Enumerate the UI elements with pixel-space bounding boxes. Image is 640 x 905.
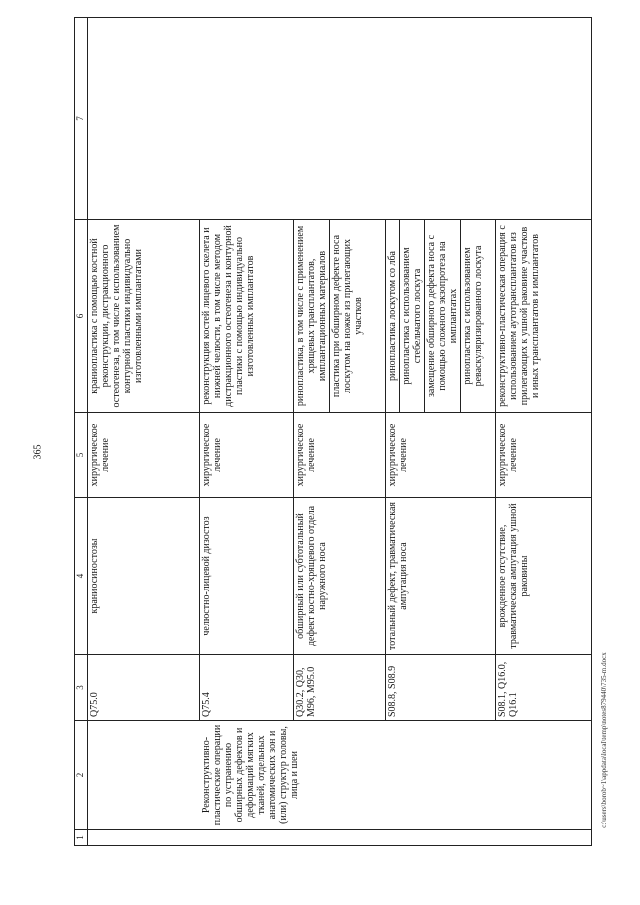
header-row — [75, 18, 88, 846]
method-cell — [294, 220, 386, 413]
number-cell — [88, 830, 592, 846]
diagnosis-cell: врожденное отсутствие, травматическая ампутация ушной раковины — [496, 498, 592, 655]
method-item: пластика при обширном дефекте носа лоскутом на ножке из прилегающих участков — [331, 234, 364, 398]
method-item: ринопластика с использованием реваскуляризированного лоскута — [462, 245, 484, 387]
method-item: замещение обширного дефекта носа с помощью сложного экзопротеза на имплантатах — [425, 220, 461, 412]
diagnosis-cell: челюстно-лицевой дизостоз — [200, 498, 294, 655]
method-cell: краниопластика с помощью костной реконструкции, дистракционного остеогенеза, в том числе с использованием контурной пластики индивидуально изготовленными имплантатами — [88, 220, 200, 413]
header-cell: 3 — [75, 655, 88, 721]
header-cell: 4 — [75, 498, 88, 655]
method-cell: реконструктивно-пластическая операция с использованием аутотрансплантатов из прилегающих к ушной раковине участков и иных трансплантатов и имплантатов — [496, 220, 592, 413]
method-item: ринопластика, в том числе с применением хрящевых трансплантатов, имплантационных материалов — [294, 220, 330, 412]
code-cell: S08.8, S08.9 — [386, 655, 496, 721]
treatment-cell: хирургическое лечение — [88, 413, 200, 498]
treatment-cell: хирургическое лечение — [496, 413, 592, 498]
code-cell: Q75.0 — [88, 655, 200, 721]
code-cell: S08.1, Q16.0, Q16.1 — [496, 655, 592, 721]
diagnosis-cell: тотальный дефект, травматическая ампутация носа — [386, 498, 496, 655]
treatment-cell: хирургическое лечение — [200, 413, 294, 498]
header-cell: 7 — [75, 18, 88, 220]
diagnosis-cell: краниосиностозы — [88, 498, 200, 655]
treatment-cell: хирургическое лечение — [294, 413, 386, 498]
footer-file-path: c:\users\borob~1\appdata\local\temp\notes879440\735-m.docx — [600, 652, 608, 828]
page-number: 365 — [32, 444, 44, 460]
header-cell: 2 — [75, 721, 88, 830]
table-row — [88, 18, 200, 846]
procedures-table — [74, 17, 592, 846]
code-cell: Q75.4 — [200, 655, 294, 721]
treatment-cell: хирургическое лечение — [386, 413, 496, 498]
header-cell: 5 — [75, 413, 88, 498]
section-title: Реконструктивно-пластические операции по устранению обширных дефектов и деформаций мягких тканей, отдельных анатомических зон и (или) структур головы, лица и шеи — [201, 724, 300, 826]
empty-cell — [88, 18, 592, 220]
diagnosis-cell: обширный или субтотальный дефект костно-хрящевого отдела наружного носа — [294, 498, 386, 655]
code-cell: Q30.2, Q30, M96, M95.0 — [294, 655, 386, 721]
header-cell: 6 — [75, 220, 88, 413]
rotated-page — [74, 18, 594, 846]
method-item: ринопластика лоскутом со лба — [386, 220, 400, 412]
method-item: ринопластика с использованием стебельчатого лоскута — [400, 220, 425, 412]
method-cell: реконструкция костей лицевого скелета и нижней челюсти, в том числе методом дистракционного остеогенеза и контурной пластики с помощью индивидуально изготовленных имплантатов — [200, 220, 294, 413]
header-cell: 1 — [75, 830, 88, 846]
section-title-cell — [88, 721, 592, 830]
method-cell — [386, 220, 496, 413]
